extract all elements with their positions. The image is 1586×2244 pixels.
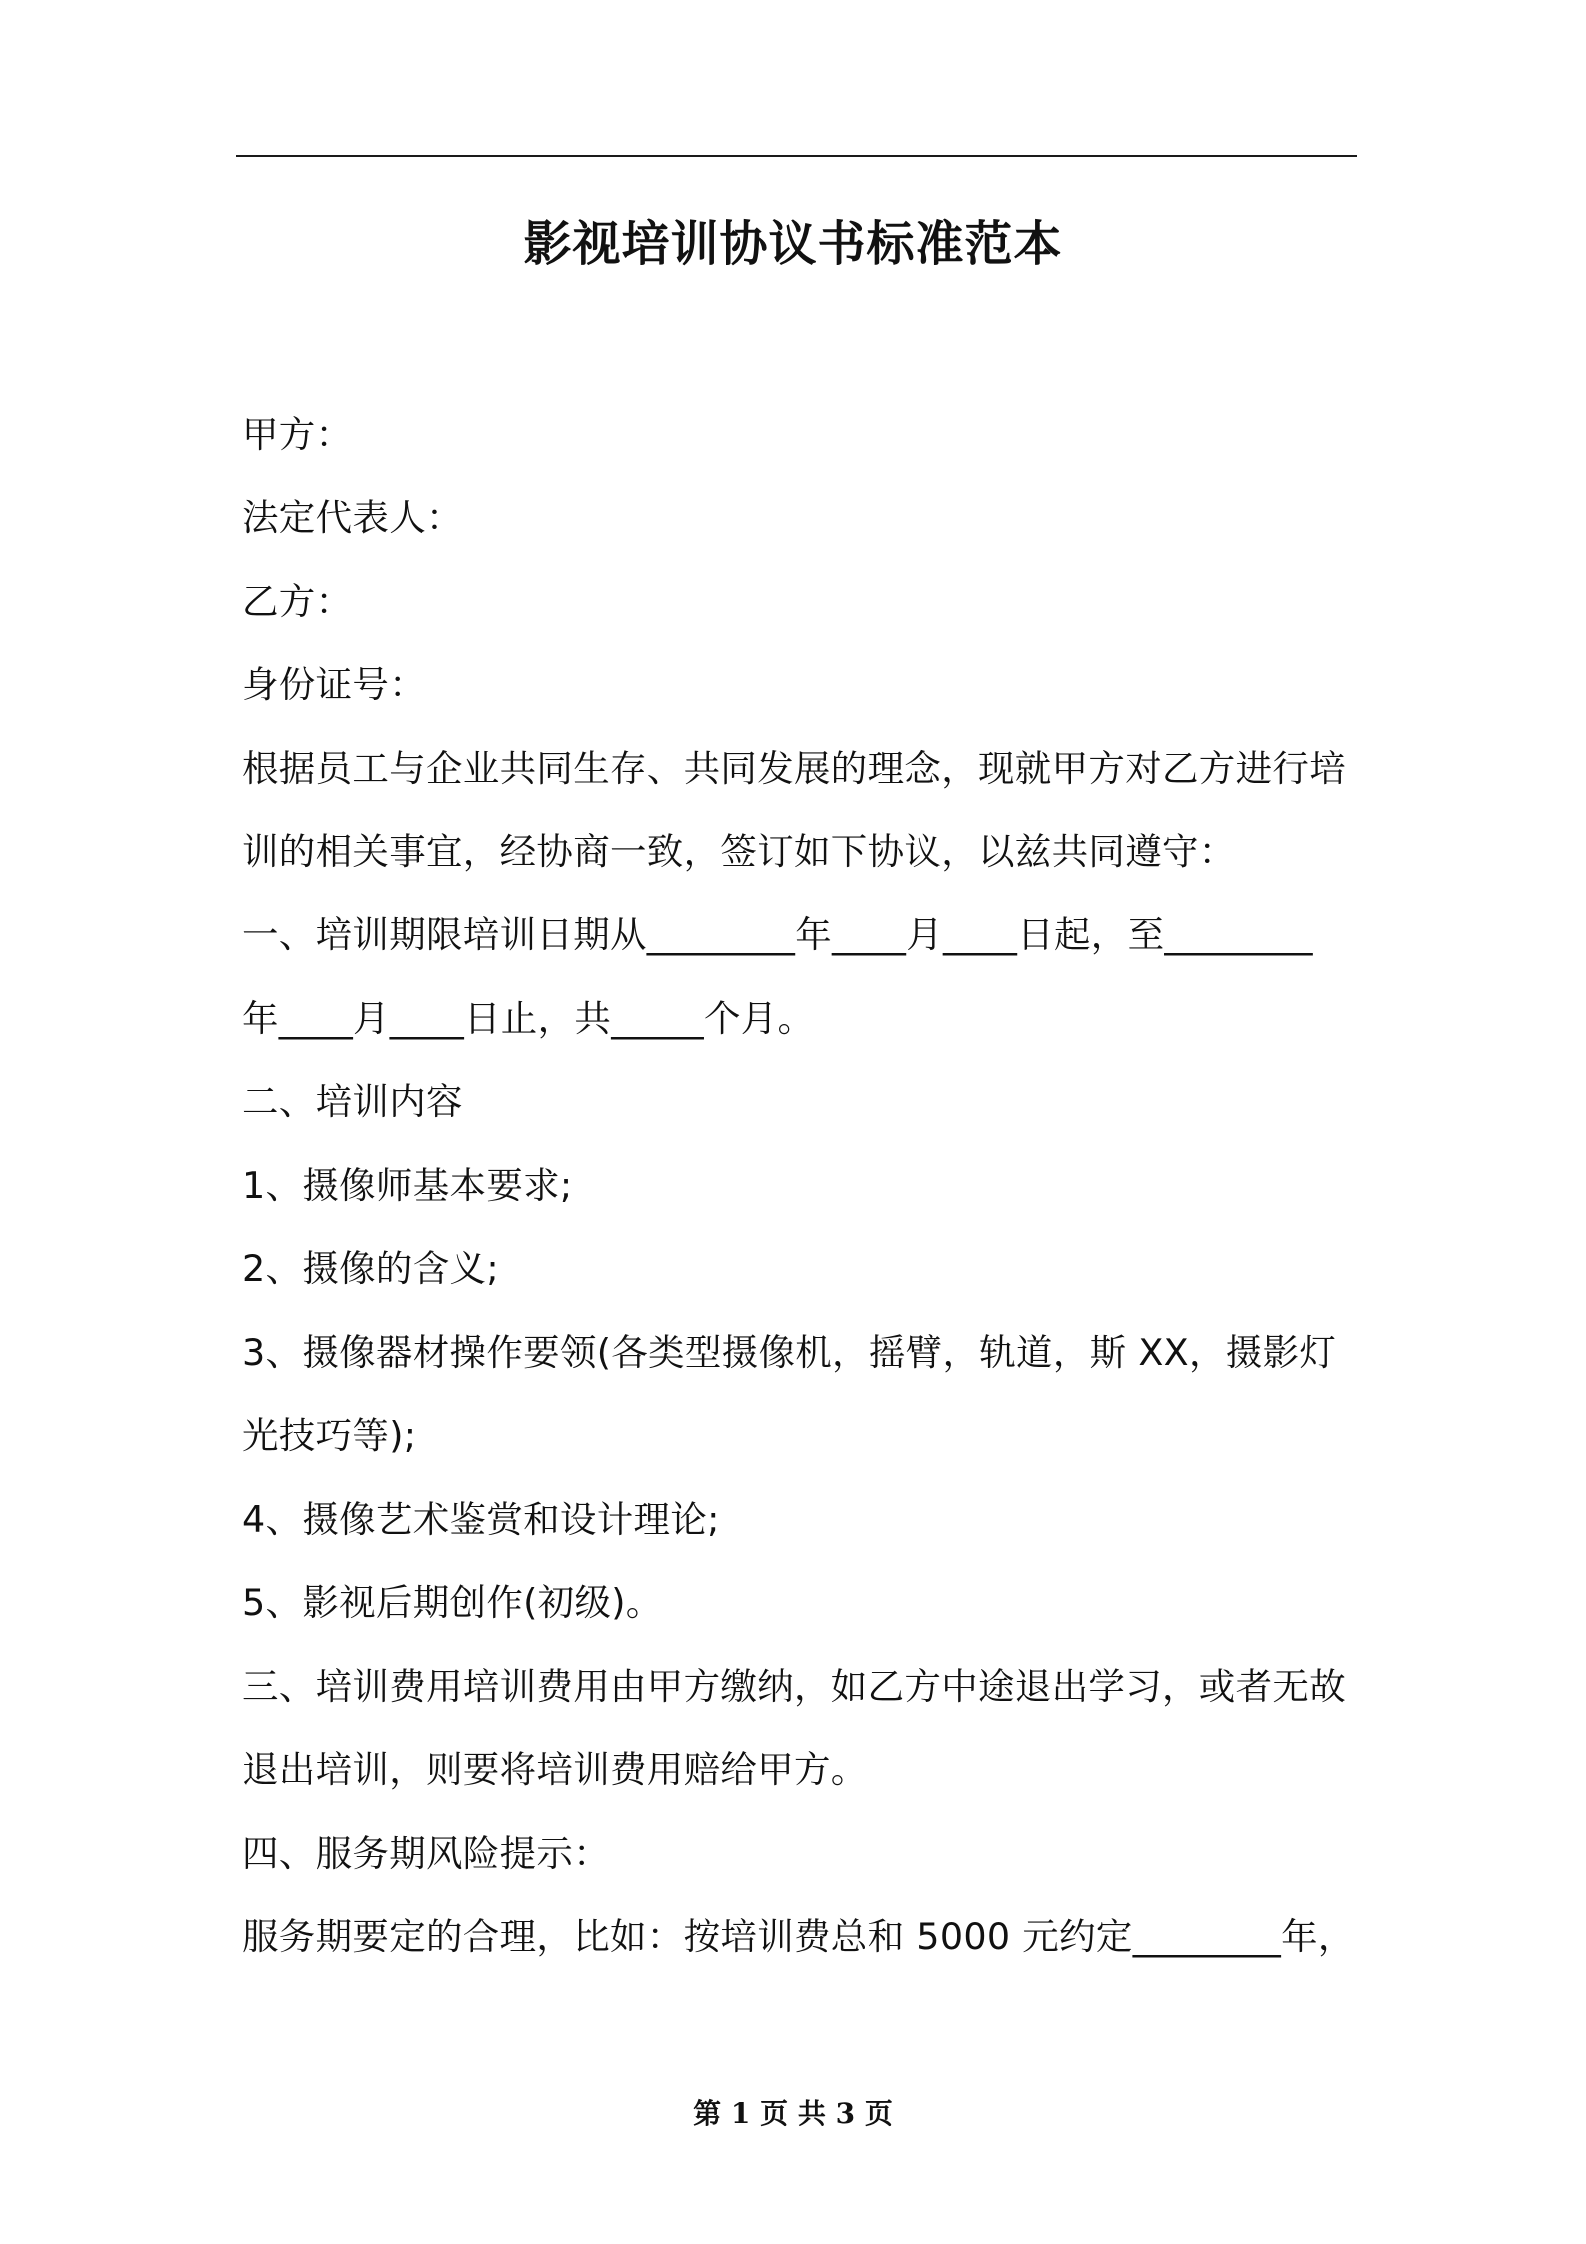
page-footer: 第 1 页 共 3 页 <box>693 2097 893 2130</box>
section-2-item-4: 4、摄像艺术鉴赏和设计理论; <box>242 1498 720 1541</box>
preamble-line-1: 根据员工与企业共同生存、共同发展的理念，现就甲方对乙方进行培 <box>242 747 1346 790</box>
section-4-line-1: 服务期要定的合理，比如：按培训费总和 5000 元约定________年， <box>242 1915 1355 1958</box>
section-2-item-3-line-2: 光技巧等); <box>242 1414 417 1457</box>
section-3-line-2: 退出培训，则要将培训费用赔给甲方。 <box>242 1748 868 1791</box>
section-2-item-2: 2、摄像的含义; <box>242 1247 499 1290</box>
legal-representative-line: 法定代表人： <box>242 496 463 539</box>
header-rule <box>236 155 1357 157</box>
section-2-heading: 二、培训内容 <box>242 1080 463 1123</box>
section-3-line-1: 三、培训费用培训费用由甲方缴纳，如乙方中途退出学习，或者无故 <box>242 1665 1346 1708</box>
section-4-heading: 四、服务期风险提示： <box>242 1832 610 1875</box>
section-2-item-1: 1、摄像师基本要求; <box>242 1164 573 1207</box>
party-a-line: 甲方： <box>242 413 353 456</box>
section-2-item-5: 5、影视后期创作(初级)。 <box>242 1581 663 1624</box>
preamble-line-2: 训的相关事宜，经协商一致，签订如下协议，以兹共同遵守： <box>242 830 1236 873</box>
section-2-item-3-line-1: 3、摄像器材操作要领(各类型摄像机，摇臂，轨道，斯 XX，摄影灯 <box>242 1331 1337 1374</box>
party-b-line: 乙方： <box>242 580 353 623</box>
section-1-line-2: 年____月____日止，共_____个月。 <box>242 997 815 1040</box>
document-title: 影视培训协议书标准范本 <box>523 216 1063 272</box>
id-number-line: 身份证号： <box>242 663 426 706</box>
section-1-line-1: 一、培训期限培训日期从________年____月____日起，至________ <box>242 913 1313 956</box>
